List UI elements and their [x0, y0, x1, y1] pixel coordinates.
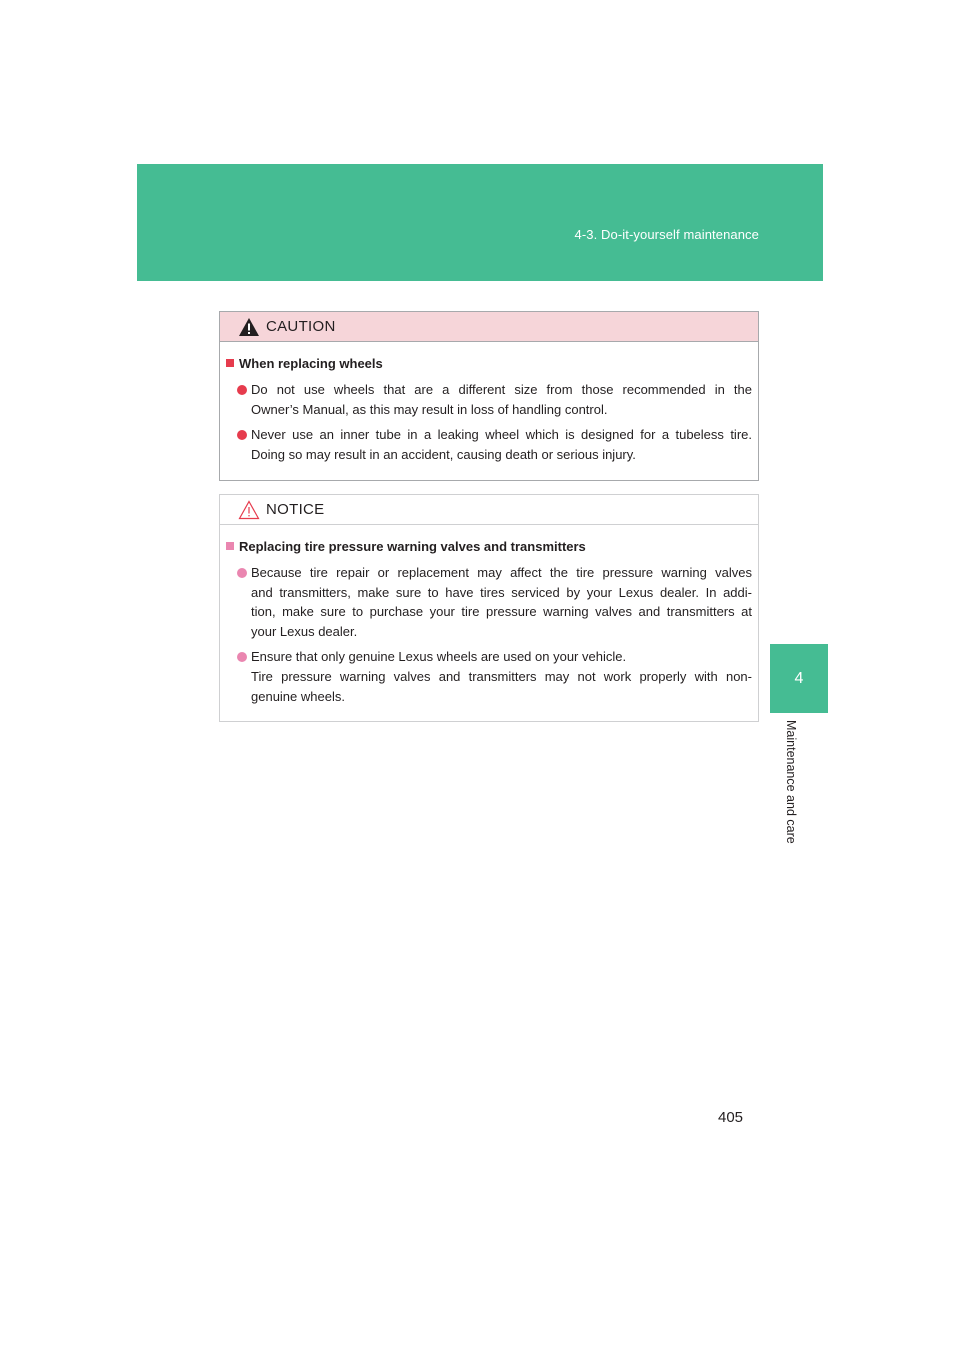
list-item: Ensure that only genuine Lexus wheels are used on your vehicle. Tire pressure warning valves and transmitters may not work properly with non- genuine wheels. — [226, 647, 752, 706]
caution-section-title: When replacing wheels — [226, 356, 752, 371]
list-item: Never use an inner tube in a leaking wheel which is designed for a tubeless tire. Doing so may result in an accident, causing death or serious injury. — [226, 425, 752, 464]
warning-triangle-icon — [238, 317, 260, 337]
chapter-label: Maintenance and care — [784, 720, 798, 844]
round-bullet-icon — [237, 568, 247, 578]
caution-header — [220, 312, 758, 342]
list-item: Because tire repair or replacement may affect the tire pressure warning valves and transmitters, make sure to have tires serviced by your Lexus dealer. In addi- tion, make sure to purchase your tire pressure warning valves and transmitters at your Lexus dealer. — [226, 563, 752, 641]
page-number: 405 — [718, 1109, 744, 1126]
square-bullet-icon — [226, 359, 234, 367]
list-item: Do not use wheels that are a different size from those recommended in the Owner’s Manual, as this may result in loss of handling control. — [226, 380, 752, 419]
chapter-tab — [770, 644, 828, 713]
section-title-header: 4-3. Do-it-yourself maintenance — [574, 227, 759, 242]
round-bullet-icon — [237, 652, 247, 662]
square-bullet-icon — [226, 542, 234, 550]
chapter-number: 4 — [794, 669, 804, 687]
notice-header — [220, 495, 758, 525]
header-band — [137, 164, 823, 281]
caution-title: CAUTION — [266, 318, 336, 335]
caution-box — [219, 311, 759, 481]
notice-section-title: Replacing tire pressure warning valves and transmitters — [226, 539, 752, 554]
notice-title: NOTICE — [266, 501, 325, 518]
round-bullet-icon — [237, 430, 247, 440]
notice-box — [219, 494, 759, 722]
warning-triangle-outline-icon — [238, 500, 260, 520]
round-bullet-icon — [237, 385, 247, 395]
